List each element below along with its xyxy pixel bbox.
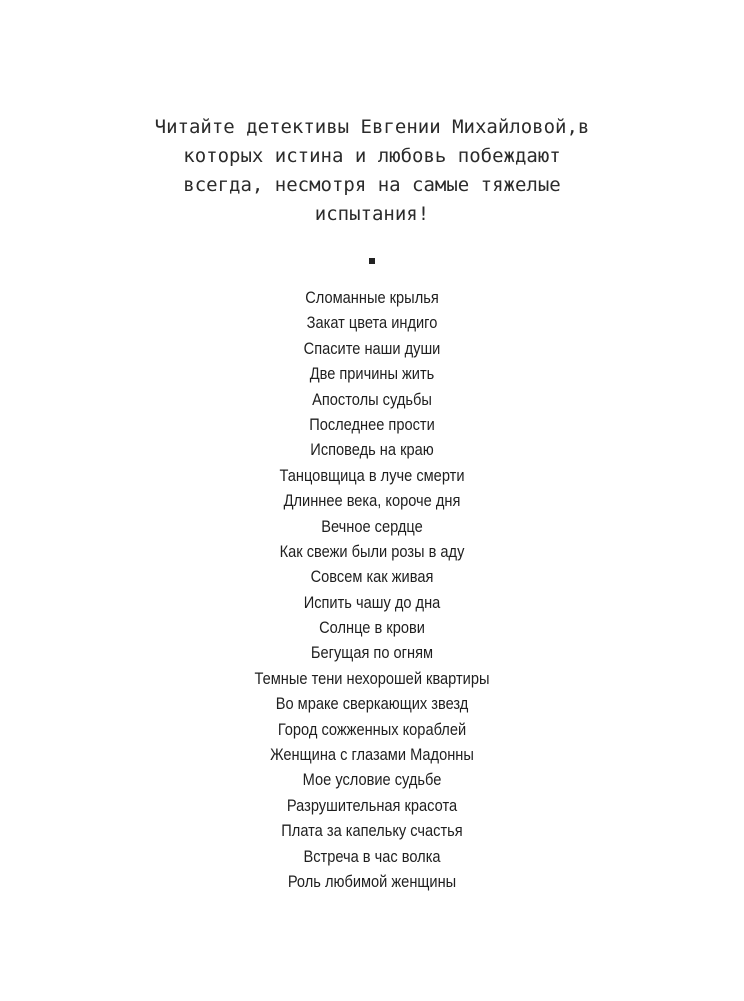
- book-title: Две причины жить: [309, 364, 435, 384]
- book-title: Апостолы судьбы: [312, 389, 432, 409]
- book-title: Встреча в час волка: [303, 846, 441, 866]
- book-title: Солнце в крови: [319, 618, 425, 638]
- book-title: Вечное сердце: [321, 516, 423, 536]
- intro-paragraph: [0, 113, 744, 229]
- book-title: Длиннее века, короче дня: [283, 491, 461, 511]
- book-title: Как свежи были розы в аду: [279, 541, 465, 561]
- book-titles-list: [0, 285, 744, 894]
- book-title: Испить чашу до дна: [303, 592, 441, 612]
- book-title: Город сожженных кораблей: [277, 719, 467, 739]
- book-title: Темные тени нехорошей квартиры: [254, 668, 490, 688]
- intro-line: всегда, несмотря на самые тяжелые: [183, 174, 561, 196]
- book-title: Разрушительная красота: [286, 795, 458, 815]
- intro-line: Читайте детективы Евгении Михайловой,в: [154, 116, 590, 138]
- book-title: Плата за капельку счастья: [281, 821, 463, 841]
- book-title: Бегущая по огням: [310, 643, 434, 663]
- book-title: Совсем как живая: [310, 567, 434, 587]
- book-title: Роль любимой женщины: [287, 871, 457, 891]
- book-title: Сломанные крылья: [305, 288, 439, 307]
- book-title: Мое условие судьбе: [302, 770, 442, 790]
- separator-bullet: [369, 258, 375, 264]
- book-title: Последнее прости: [309, 414, 435, 434]
- book-title: Закат цвета индиго: [306, 313, 438, 333]
- book-title: Во мраке сверкающих звезд: [275, 694, 469, 714]
- intro-line: которых истина и любовь побеждают: [183, 145, 561, 167]
- book-title: Спасите наши души: [303, 338, 441, 358]
- book-title: Танцовщица в луче смерти: [279, 465, 465, 485]
- book-title: Женщина с глазами Мадонны: [270, 745, 474, 765]
- intro-line: испытания!: [314, 203, 430, 225]
- book-title: Исповедь на краю: [310, 440, 434, 460]
